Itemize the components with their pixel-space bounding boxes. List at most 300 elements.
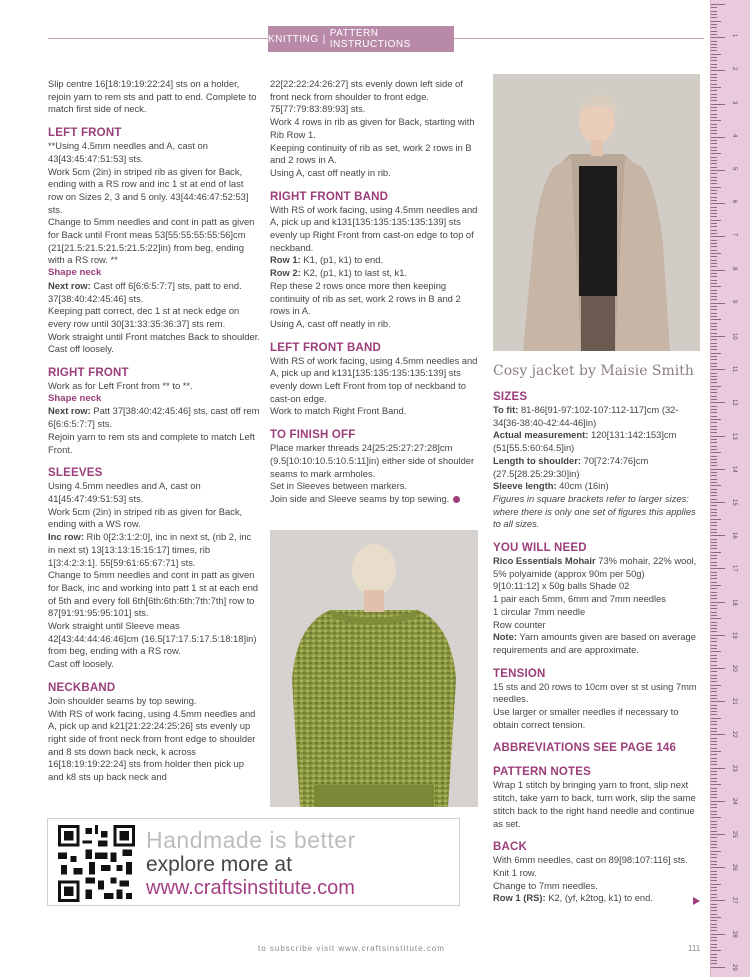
ruler-tick (711, 890, 717, 891)
ruler-tick (711, 940, 717, 941)
ruler-tick (711, 54, 721, 55)
heading-neckband: NECKBAND (48, 681, 116, 694)
tension-needles: Use larger or smaller needles if necessary to obtain correct tension. (493, 706, 679, 730)
ruler-number: 2 (731, 67, 737, 71)
column-2 (270, 78, 482, 506)
heading-left-front-band: LEFT FRONT BAND (270, 341, 381, 354)
ruler-tick (711, 187, 721, 188)
ruler-tick (711, 625, 717, 626)
ruler-tick (711, 193, 717, 194)
ruler-tick (711, 31, 717, 32)
ruler-tick (711, 163, 717, 164)
ruler-tick (711, 801, 725, 802)
ruler-tick (711, 944, 717, 945)
ruler-tick (711, 21, 721, 22)
ruler-tick (711, 701, 725, 702)
right-front-next-row: Next row: Patt 37[38:40:42:45:46] sts, cast off rem 6[6:6:5:7:7] sts. (48, 405, 260, 430)
header-rule-left (48, 38, 268, 39)
ruler-tick (711, 781, 717, 782)
ruler-tick (711, 851, 721, 852)
heading-to-finish-off: TO FINISH OFF (270, 429, 356, 442)
ruler-tick (711, 283, 717, 284)
ruler-tick (711, 718, 721, 719)
ruler-tick (711, 130, 717, 131)
ruler-tick (711, 14, 717, 15)
left-front-cast-on: **Using 4.5mm needles and A, cast on 43[43:45:47:51:53] sts. (48, 140, 208, 164)
neckband-join: Join shoulder seams by top sewing. (48, 694, 197, 706)
ruler-number: 16 (731, 532, 737, 539)
ruler-tick (711, 446, 717, 447)
ruler-number: 14 (731, 465, 737, 473)
ruler-tick (711, 170, 725, 171)
ruler-tick (711, 894, 717, 895)
footer-subscribe: to subscribe visit www.craftsinstitute.com (258, 944, 445, 953)
ruler-tick (711, 117, 717, 118)
ruler-tick (711, 834, 725, 835)
ruler-tick (711, 744, 717, 745)
ruler-number: 5 (731, 167, 737, 171)
ruler-tick (711, 897, 717, 898)
ruler-tick (711, 432, 717, 433)
ruler-tick (711, 555, 717, 556)
ruler-number: 3 (731, 100, 737, 104)
ruler-tick (711, 495, 717, 496)
ruler-tick (711, 313, 717, 314)
measuring-ruler (710, 0, 750, 977)
ruler-tick (711, 270, 725, 271)
ruler-tick (711, 924, 717, 925)
ruler-tick (711, 562, 717, 563)
ruler-tick (711, 678, 717, 679)
tension-gauge: 15 sts and 20 rows to 10cm over st st using 7mm needles. (493, 680, 697, 705)
ruler-tick (711, 602, 725, 603)
ruler-tick (711, 671, 717, 672)
right-band-row2: Row 2: K2, (p1, k1) to last st, k1. (270, 267, 408, 279)
right-front-work: Work as for Left Front from ** to **. (48, 380, 193, 392)
ruler-tick (711, 548, 717, 549)
ruler-tick (711, 525, 717, 526)
ruler-tick (711, 837, 717, 838)
ruler-tick (711, 133, 717, 134)
ruler-tick (711, 651, 721, 652)
ruler-tick (711, 343, 717, 344)
ruler-tick (711, 874, 717, 875)
ruler-tick (711, 595, 717, 596)
ruler-tick (711, 960, 717, 961)
ruler-tick (711, 462, 717, 463)
promo-banner[interactable] (47, 818, 460, 906)
sleeves-straight: Work straight until Sleeve meas 42[43:44:44:46:46]cm (16.5[17:17.5:17.5:18:18]in) from beg, ending with a RS row. (48, 620, 257, 657)
ruler-tick (711, 884, 721, 885)
continue-arrow-icon (693, 897, 700, 905)
ruler-tick (711, 80, 717, 81)
ruler-tick (711, 472, 717, 473)
ruler-tick (711, 50, 717, 51)
ruler-tick (711, 854, 717, 855)
ruler-number: 21 (731, 698, 737, 705)
ruler-tick (711, 143, 717, 144)
ruler-tick (711, 339, 717, 340)
ruler-tick (711, 930, 717, 931)
section-label: KNITTING (268, 33, 319, 45)
ruler-tick (711, 963, 717, 964)
ruler-tick (711, 329, 717, 330)
ruler-tick (711, 366, 717, 367)
ruler-tick (711, 369, 725, 370)
finish-markers: Place marker threads 24[25:25:27:27:28]cm (9.5[10:10:10.5:10.5:11]in) either side of shoulder seams to mark armholes. (270, 442, 475, 479)
ruler-tick (711, 754, 717, 755)
ruler-tick (711, 811, 717, 812)
heading-sleeves: SLEEVES (48, 467, 103, 480)
ruler-tick (711, 758, 717, 759)
ruler-tick (711, 303, 725, 304)
ruler-tick (711, 509, 717, 510)
ruler-tick (711, 104, 725, 105)
ruler-tick (711, 761, 717, 762)
ruler-tick (711, 502, 725, 503)
heading-pattern-notes: PATTERN NOTES (493, 766, 592, 779)
banner-explore: explore more at (146, 853, 292, 876)
ruler-tick (711, 436, 725, 437)
ruler-tick (711, 695, 717, 696)
ruler-tick (711, 392, 717, 393)
ruler-tick (711, 724, 717, 725)
back-change-needles: Change to 7mm needles. (493, 879, 598, 891)
ruler-tick (711, 47, 717, 48)
ruler-tick (711, 797, 717, 798)
ruler-tick (711, 442, 717, 443)
ruler-tick (711, 469, 725, 470)
ruler-tick (711, 74, 717, 75)
ruler-tick (711, 887, 717, 888)
ruler-tick (711, 273, 717, 274)
heading-back: BACK (493, 841, 528, 854)
ruler-tick (711, 475, 717, 476)
ruler-tick (711, 954, 717, 955)
ruler-tick (711, 788, 717, 789)
column-3 (493, 380, 705, 905)
ruler-tick (711, 764, 717, 765)
photo-cosy-jacket (493, 74, 700, 351)
sleeves-patt: Change to 5mm needles and cont in patt as given for Back, inc and working into patt 1 st at each end of 5th and every foll 6th[6th:6th:6th:7th:7th] row to 87[91:91:95:95:101] sts. (48, 569, 259, 619)
ruler-tick (711, 771, 717, 772)
ruler-tick (711, 7, 717, 8)
ruler-tick (711, 934, 725, 935)
ruler-tick (711, 326, 717, 327)
ruler-tick (711, 658, 717, 659)
ruler-tick (711, 200, 717, 201)
sizes-sleeve: Sleeve length: 40cm (16in) (493, 480, 609, 492)
ruler-tick (711, 927, 717, 928)
page-number: 111 (688, 944, 701, 953)
neckband-continued: 22[22:22:24:26:27] sts evenly down left side of front neck from shoulder to front edge. 75[77:79:83:89:93] sts. (270, 78, 463, 115)
ruler-tick (711, 57, 717, 58)
ruler-tick (711, 87, 721, 88)
model-illustration (493, 74, 700, 351)
ruler-tick (711, 864, 717, 865)
ruler-tick (711, 319, 721, 320)
ruler-number: 6 (731, 200, 737, 204)
ruler-tick (711, 681, 717, 682)
heading-abbreviations: ABBREVIATIONS SEE PAGE 146 (493, 742, 677, 755)
ruler-tick (711, 635, 725, 636)
ruler-tick (711, 429, 717, 430)
ruler-tick (711, 578, 717, 579)
ruler-tick (711, 220, 721, 221)
ruler-tick (711, 419, 721, 420)
neck-continuation: Slip centre 16[18:19:19:22:24] sts on a holder, rejoin yarn to rem sts and patt to end. Complete to match first side of neck. (48, 78, 257, 115)
ruler-tick (711, 947, 717, 948)
ruler-tick (711, 841, 717, 842)
right-band-cast-off: Using A, cast off neatly in rib. (270, 317, 391, 329)
ruler-tick (711, 827, 717, 828)
ruler-tick (711, 396, 717, 397)
ruler-number: 9 (731, 299, 737, 304)
ruler-number: 25 (731, 831, 737, 838)
ruler-tick (711, 705, 717, 706)
ruler-tick (711, 299, 717, 300)
ruler-number: 12 (731, 399, 737, 407)
ruler-number: 10 (731, 333, 737, 340)
ruler-tick (711, 293, 717, 294)
ruler-tick (711, 568, 725, 569)
ruler-tick (711, 731, 717, 732)
ruler-tick (711, 422, 717, 423)
finish-set-sleeves: Set in Sleeves between markers. (270, 480, 408, 492)
ruler-tick (711, 648, 717, 649)
ruler-tick (711, 505, 717, 506)
heading-sizes: SIZES (493, 391, 528, 403)
ruler-tick (711, 622, 717, 623)
sizes-actual: Actual measurement: 120[131:142:153]cm (51[55.5:60:64.5]in) (493, 429, 677, 454)
ruler-tick (711, 246, 717, 247)
ruler-tick (711, 728, 717, 729)
ruler-tick (711, 794, 717, 795)
ruler-tick (711, 64, 717, 65)
ruler-tick (711, 296, 717, 297)
ruler-number: 4 (731, 133, 737, 138)
ruler-tick (711, 203, 725, 204)
ruler-tick (711, 233, 717, 234)
sizes-length: Length to shoulder: 70[72:74:76]cm (27.5[28.25:29:30]in) (493, 454, 649, 479)
ruler-tick (711, 957, 717, 958)
ruler-tick (711, 605, 717, 606)
ruler-number: 11 (731, 366, 737, 373)
ruler-tick (711, 77, 717, 78)
ruler-tick (711, 207, 717, 208)
ruler-number: 23 (731, 764, 737, 772)
ruler-tick (711, 349, 717, 350)
ruler-tick (711, 867, 725, 868)
pattern-notes-wrap: Wrap 1 stitch by bringing yarn to front, slip next stitch, take yarn to back, turn work, slip the same stitch back to the right hand needle and continue as set. (493, 779, 696, 829)
heading-tension: TENSION (493, 667, 546, 680)
ruler-tick (711, 904, 717, 905)
ruler-tick (711, 492, 717, 493)
ruler-tick (711, 748, 717, 749)
ruler-tick (711, 628, 717, 629)
ruler-tick (711, 645, 717, 646)
ruler-tick (711, 309, 717, 310)
heading-you-will-need: YOU WILL NEED (493, 542, 587, 555)
ruler-tick (711, 515, 717, 516)
ruler-tick (711, 44, 717, 45)
ruler-number: 1 (731, 34, 737, 38)
ruler-tick (711, 173, 717, 174)
ruler-tick (711, 406, 717, 407)
ruler-tick (711, 499, 717, 500)
ruler-tick (711, 529, 717, 530)
column-1 (48, 78, 260, 784)
ruler-tick (711, 917, 721, 918)
sleeves-cast-off: Cast off loosely. (48, 658, 114, 670)
ruler-tick (711, 11, 717, 12)
sleeves-rib: Work 5cm (2in) in striped rib as given for Back, ending with a WS row. (48, 505, 243, 530)
ruler-number: 24 (731, 797, 737, 805)
ruler-tick (711, 97, 717, 98)
need-circular: 1 circular 7mm needle (493, 605, 586, 617)
neckband-cast-off: Using A, cast off neatly in rib. (270, 166, 391, 178)
ruler-tick (711, 615, 717, 616)
ruler-number: 28 (731, 930, 737, 938)
ruler-tick (711, 412, 717, 413)
ruler-tick (711, 240, 717, 241)
ruler-tick (711, 389, 717, 390)
ruler-tick (711, 588, 717, 589)
photo-caption: Cosy jacket by Maisie Smith (493, 363, 694, 379)
ruler-number: 13 (731, 432, 737, 440)
ruler-tick (711, 197, 717, 198)
ruler-tick (711, 376, 717, 377)
ruler-tick (711, 127, 717, 128)
section-title: PATTERN INSTRUCTIONS (329, 28, 411, 50)
ruler-tick (711, 668, 725, 669)
ruler-number: 29 (731, 963, 737, 971)
ruler-number: 26 (731, 864, 737, 871)
ruler-tick (711, 373, 717, 374)
finish-join: Join side and Sleeve seams by top sewing. (270, 493, 482, 506)
neckband-pick-up: With RS of work facing, using 4.5mm needles and A, pick up and k21[21:22:24:25:26] sts evenly up right side of front neck from front edge to shoulder and 8 sts down back neck, k across 16[18:19:19:22:24] sts from holder then pick up and k8 sts up back neck and (48, 707, 256, 783)
ruler-tick (711, 585, 721, 586)
photo-jumper-back (270, 530, 478, 807)
left-front-rib: Work 5cm (2in) in striped rib as given for Back, ending with a RS row and inc 1 st at end of last row on Sizes 2, 3 and 5 only. 43[44:46:47:52:53] sts. (48, 165, 249, 215)
ruler-tick (711, 522, 717, 523)
ruler-tick (711, 426, 717, 427)
left-front-dec: Keeping patt correct, dec 1 st at neck edge on every row until 30[31:33:35:36:37] sts rem. (48, 305, 240, 329)
sizes-note: Figures in square brackets refer to larger sizes: where there is only one set of figures this applies to all sizes. (493, 492, 696, 530)
ruler-tick (711, 532, 717, 533)
ruler-tick (711, 379, 717, 380)
ruler-tick (711, 346, 717, 347)
neckband-stripes: Keeping continuity of rib as set, work 2 rows in B and 2 rows in A. (270, 141, 472, 166)
ruler-tick (711, 612, 717, 613)
ruler-tick (711, 814, 717, 815)
ruler-tick (711, 353, 721, 354)
ruler-tick (711, 147, 717, 148)
ruler-tick (711, 260, 717, 261)
ruler-tick (711, 137, 725, 138)
ruler-tick (711, 60, 717, 61)
ruler-tick (711, 280, 717, 281)
left-front-patt: Change to 5mm needles and cont in patt as given for Back until Front meas 53[55:55:55:55:56]cm (21[21.5:21.5:21.5:21.5:22]in) from beg, ending with a RS row. ** (48, 216, 255, 266)
ruler-tick (711, 160, 717, 161)
ruler-tick (711, 907, 717, 908)
left-front-finish: Work straight until Front matches Back to shoulder. Cast off loosely. (48, 330, 260, 355)
ruler-tick (711, 399, 717, 400)
ruler-tick (711, 774, 717, 775)
ruler-tick (711, 821, 717, 822)
ruler-tick (711, 323, 717, 324)
ruler-tick (711, 465, 717, 466)
ruler-tick (711, 177, 717, 178)
ruler-tick (711, 100, 717, 101)
heading-right-front: RIGHT FRONT (48, 367, 129, 380)
ruler-tick (711, 456, 717, 457)
ruler-number: 19 (731, 631, 737, 639)
ruler-tick (711, 861, 717, 862)
ruler-tick (711, 831, 717, 832)
ruler-tick (711, 844, 717, 845)
right-band-row1: Row 1: K1, (p1, k1) to end. (270, 254, 384, 266)
ruler-tick (711, 216, 717, 217)
ruler-tick (711, 41, 717, 42)
ruler-tick (711, 359, 717, 360)
subheading-shape-neck-right: Shape neck (48, 392, 102, 404)
ruler-tick (711, 768, 725, 769)
ruler-tick (711, 721, 717, 722)
ruler-number: 8 (731, 266, 737, 270)
ruler-tick (711, 708, 717, 709)
left-band-pick-up: With RS of work facing, using 4.5mm needles and A, pick up and k131[135:135:135:135:139] sts evenly down Left Front from top of neckband to cast-on edge. (270, 354, 478, 404)
ruler-tick (711, 190, 717, 191)
sizes-fit: To fit: 81-86[91-97:102-107:112-117]cm (32-34[36-38:40-42:44-46]in) (493, 404, 679, 428)
ruler-tick (711, 552, 721, 553)
ruler-tick (711, 914, 717, 915)
ruler-tick (711, 107, 717, 108)
ruler-tick (711, 479, 717, 480)
ruler-tick (711, 558, 717, 559)
ruler-tick (711, 250, 717, 251)
ruler-number: 7 (731, 233, 737, 237)
ruler-tick (711, 542, 717, 543)
ruler-tick (711, 256, 717, 257)
ruler-tick (711, 807, 717, 808)
ruler-tick (711, 180, 717, 181)
header-rule-right (454, 38, 704, 39)
ruler-tick (711, 210, 717, 211)
ruler-tick (711, 641, 717, 642)
section-header: KNITTING | PATTERN INSTRUCTIONS (268, 26, 454, 52)
ruler-tick (711, 67, 717, 68)
ruler-tick (711, 409, 717, 410)
ruler-number: 27 (731, 897, 737, 905)
ruler-tick (711, 263, 717, 264)
banner-url-link[interactable]: www.craftsinstitute.com (146, 877, 355, 899)
ruler-tick (711, 70, 725, 71)
ruler-tick (711, 449, 717, 450)
ruler-tick (711, 489, 717, 490)
ruler-tick (711, 157, 717, 158)
need-yarn: Rico Essentials Mohair 73% mohair, 22% wool, 5% polyamide (approx 90m per 50g) (493, 555, 697, 579)
ruler-tick (711, 655, 717, 656)
ruler-tick (711, 539, 717, 540)
ruler-tick (711, 286, 721, 287)
ruler-tick (711, 24, 717, 25)
ruler-tick (711, 598, 717, 599)
ruler-tick (711, 153, 721, 154)
ruler-tick (711, 402, 725, 403)
ruler-tick (711, 817, 721, 818)
ruler-tick (711, 950, 721, 951)
